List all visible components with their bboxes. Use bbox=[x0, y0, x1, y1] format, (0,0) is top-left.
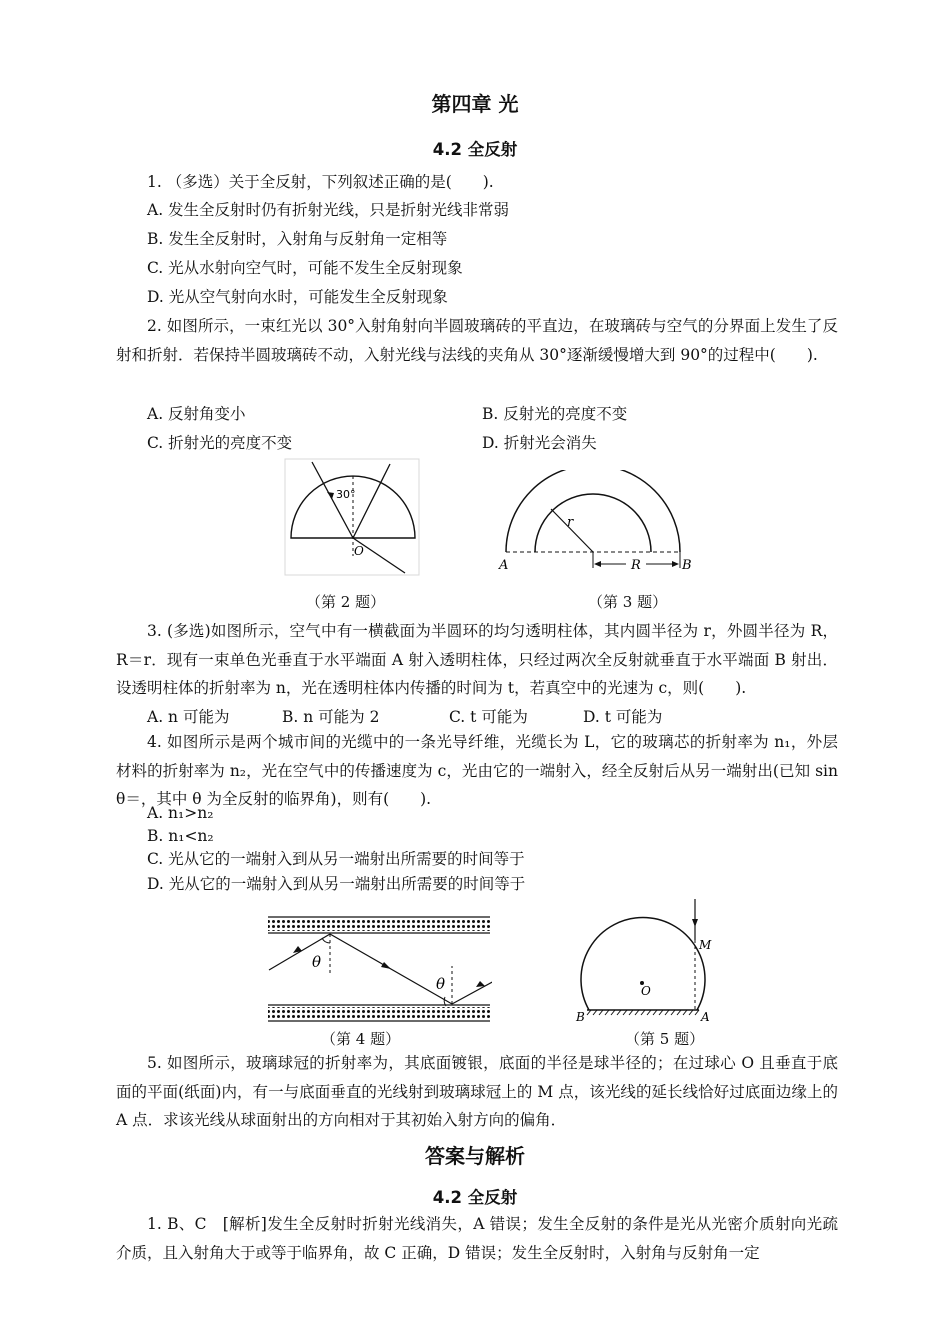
fig2-angle-label: 30° bbox=[336, 488, 356, 501]
q4-stem: 4. 如图所示是两个城市间的光缆中的一条光导纤维，光缆长为 L，它的玻璃芯的折射率为 n₁，外层材料的折射率为 n₂，光在空气中的传播速度为 c，光由它的一端射入，经全反射后从另一端射出(已知 sin θ＝，其中 θ 为全反射的临界角)，则有( ). bbox=[116, 733, 838, 808]
chapter-title: 第四章 光 bbox=[431, 92, 519, 116]
fig5-A-label: A bbox=[701, 1010, 710, 1024]
fig2-caption: （第 2 题） bbox=[306, 593, 386, 611]
q4-option-c: C. 光从它的一端射入到从另一端射出所需要的时间等于 bbox=[147, 850, 525, 868]
answer-1: 1. B、C [解析]发生全反射时折射光线消失，A 错误；发生全反射的条件是光从光密介质射向光疏介质，且入射角大于或等于临界角，故 C 正确，D 错误；发生全反射时，入射角与反射角一定 bbox=[116, 1215, 838, 1262]
fig4-caption: （第 4 题） bbox=[321, 1030, 401, 1048]
fig3-R-label: R bbox=[631, 558, 641, 573]
answers-title: 答案与解析 bbox=[425, 1144, 525, 1168]
fig5-B-label: B bbox=[576, 1010, 585, 1024]
fig3-caption: （第 3 题） bbox=[588, 593, 668, 611]
q3-option-a: A. n 可能为 bbox=[147, 708, 230, 726]
q4-option-d: D. 光从它的一端射入到从另一端射出所需要的时间等于 bbox=[147, 875, 526, 893]
q2-option-c: C. 折射光的亮度不变 bbox=[147, 434, 293, 452]
q1-option-d: D. 光从空气射向水时，可能发生全反射现象 bbox=[147, 288, 448, 306]
figure-2 bbox=[284, 458, 422, 578]
q3-option-c: C. t 可能为 bbox=[449, 708, 528, 726]
answers-section-title: 4.2 全反射 bbox=[432, 1188, 518, 1207]
q2-option-b: B. 反射光的亮度不变 bbox=[482, 405, 628, 423]
q3-stem: 3. (多选)如图所示，空气中有一横截面为半圆环的均匀透明柱体，其内圆半径为 r，外圆半径为 R，R＝r．现有一束单色光垂直于水平端面 A 射入透明柱体，只经过两次全反射就垂直于水平端面 B 射出．设透明柱体的折射率为 n，光在透明柱体内传播的时间为 t，若真空中的光速为 c，则( ). bbox=[116, 622, 838, 697]
fig5-M-label: M bbox=[699, 938, 712, 952]
q3-option-d: D. t 可能为 bbox=[583, 708, 663, 726]
q2-option-d: D. 折射光会消失 bbox=[482, 434, 597, 452]
q2-stem: 2. 如图所示，一束红光以 30°入射角射向半圆玻璃砖的平直边，在玻璃砖与空气的分界面上发生了反射和折射．若保持半圆玻璃砖不动，入射光线与法线的夹角从 30°逐渐缓慢增大到 90°的过程中( ). bbox=[116, 317, 838, 364]
figure-3 bbox=[496, 470, 696, 576]
fig3-r-label: r bbox=[567, 515, 574, 530]
q1-option-c: C. 光从水射向空气时，可能不发生全反射现象 bbox=[147, 259, 463, 277]
fig3-B-label: B bbox=[682, 558, 692, 573]
fig2-point-label: O bbox=[354, 544, 364, 558]
fig4-theta-2: θ bbox=[436, 975, 446, 993]
fig4-theta-1: θ bbox=[312, 953, 322, 971]
q1-option-a: A. 发生全反射时仍有折射光线，只是折射光线非常弱 bbox=[147, 201, 510, 219]
q5-stem: 5. 如图所示，玻璃球冠的折射率为，其底面镀银，底面的半径是球半径的；在过球心 O 且垂直于底面的平面(纸面)内，有一与底面垂直的光线射到玻璃球冠上的 M 点，该光线的延长线恰好过底面边缘上的 A 点．求该光线从球面射出的方向相对于其初始入射方向的偏角． bbox=[116, 1054, 838, 1129]
q3-option-b: B. n 可能为 2 bbox=[282, 708, 380, 726]
fig3-A-label: A bbox=[499, 558, 509, 573]
section-title: 4.2 全反射 bbox=[432, 140, 518, 159]
fig5-O-label: O bbox=[641, 984, 651, 998]
q1-option-b: B. 发生全反射时，入射角与反射角一定相等 bbox=[147, 230, 448, 248]
q4-option-a: A. n₁>n₂ bbox=[147, 804, 214, 822]
figure-5 bbox=[573, 897, 713, 1025]
q2-option-a: A. 反射角变小 bbox=[147, 405, 246, 423]
q1-stem: 1. （多选）关于全反射，下列叙述正确的是( ). bbox=[147, 173, 494, 191]
fig5-caption: （第 5 题） bbox=[625, 1030, 705, 1048]
q4-option-b: B. n₁<n₂ bbox=[147, 827, 214, 845]
figure-4 bbox=[266, 914, 492, 1026]
